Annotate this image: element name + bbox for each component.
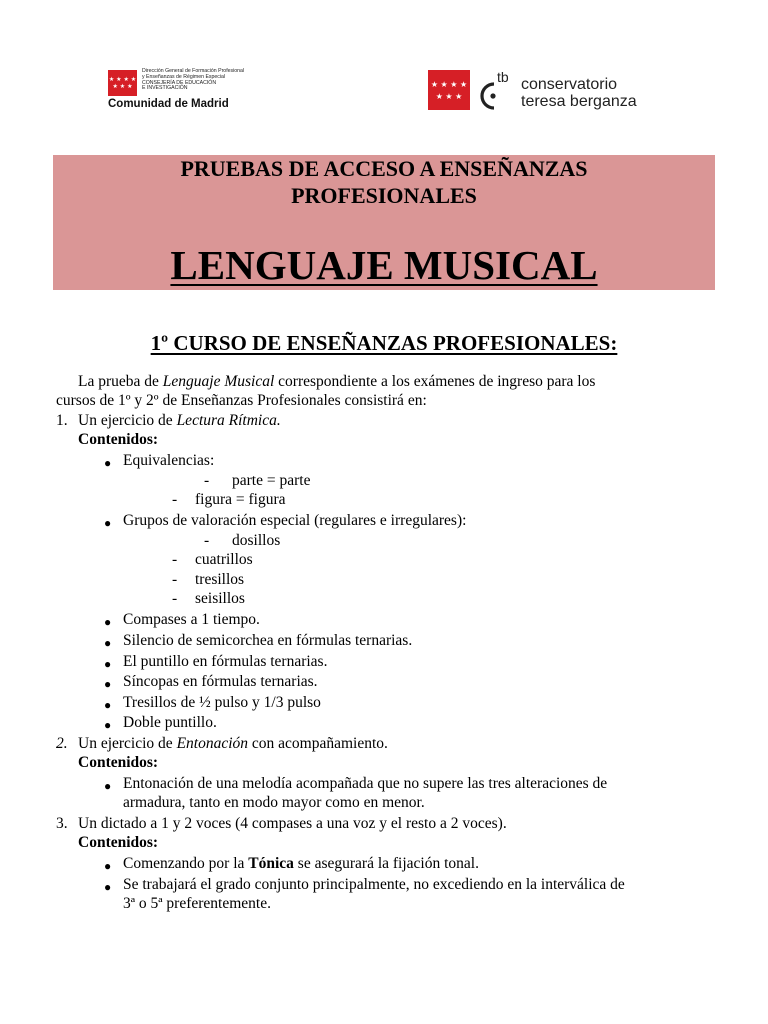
bullet-icon: ● <box>104 657 112 671</box>
dash: - <box>172 590 178 607</box>
sub-item-figura: figura = figura <box>195 491 286 508</box>
list-item-continued: 3ª o 5ª preferentemente. <box>123 895 271 912</box>
sub-item-parte: parte = parte <box>232 472 311 489</box>
tb-sup: tb <box>497 69 509 85</box>
dash: - <box>172 491 178 508</box>
sub-item-cuatrillos: cuatrillos <box>195 551 253 568</box>
course-heading: 1º CURSO DE ENSEÑANZAS PROFESIONALES: <box>150 331 618 355</box>
list-item-continued: armadura, tanto en modo mayor como en menor. <box>123 794 425 811</box>
list-item: Se trabajará el grado conjunto principalmente, no excediendo en la interválica de <box>123 876 625 893</box>
comunidad-de-madrid-logo <box>108 68 268 114</box>
cm-name: Comunidad de Madrid <box>108 98 229 110</box>
madrid-flag-icon-2: ★ ★ ★ ★ ★ ★ ★ <box>428 70 470 110</box>
section-2-title: Un ejercicio de Entonación con acompañamiento. <box>78 735 388 752</box>
section-3-contents-label: Contenidos: <box>78 834 159 851</box>
section-2-contents-label: Contenidos: <box>78 754 159 771</box>
exam-title <box>53 155 715 209</box>
bullet-icon: ● <box>104 636 112 650</box>
conservatorio-name: conservatorio teresa berganza <box>521 76 637 110</box>
bullet-icon: ● <box>104 516 112 530</box>
subject-title: LENGUAJE MUSICAL <box>170 242 598 288</box>
bullet-icon: ● <box>104 859 112 873</box>
dash: - <box>172 551 178 568</box>
bullet-icon: ● <box>104 456 112 470</box>
intro-line-1: La prueba de Lenguaje Musical correspondiente a los exámenes de ingreso para los <box>78 373 596 390</box>
madrid-flag-icon: ★ ★ ★ ★ ★ ★ ★ <box>108 70 137 96</box>
section-1-contents-label: Contenidos: <box>78 431 159 448</box>
bullet-icon: ● <box>104 615 112 629</box>
intro-line-2: cursos de 1º y 2º de Enseñanzas Profesionales consistirá en: <box>56 392 427 409</box>
dash: - <box>172 571 178 588</box>
list-item-equivalencias: Equivalencias: <box>123 452 215 469</box>
bullet-icon: ● <box>104 718 112 732</box>
sub-item-tresillos: tresillos <box>195 571 245 588</box>
section-1-title: Un ejercicio de Lectura Rítmica. <box>78 412 281 429</box>
list-item: Comenzando por la Tónica se asegurará la fijación tonal. <box>123 855 479 872</box>
list-item: Síncopas en fórmulas ternarias. <box>123 673 318 690</box>
list-item: Tresillos de ½ pulso y 1/3 pulso <box>123 694 321 711</box>
sub-item-dosillos: dosillos <box>232 532 281 549</box>
section-2-number: 2. <box>56 735 68 752</box>
bullet-icon: ● <box>104 880 112 894</box>
list-item: Compases a 1 tiempo. <box>123 611 260 628</box>
title-band <box>53 155 715 290</box>
list-item: El puntillo en fórmulas ternarias. <box>123 653 328 670</box>
dash: - <box>204 532 210 549</box>
exam-title-line1: PRUEBAS DE ACCESO A ENSEÑANZAS <box>180 156 588 181</box>
bullet-icon: ● <box>104 698 112 712</box>
section-3-number: 3. <box>56 815 68 832</box>
sub-item-seisillos: seisillos <box>195 590 245 607</box>
section-1-number: 1. <box>56 412 68 429</box>
list-item: Silencio de semicorchea en fórmulas ternarias. <box>123 632 413 649</box>
list-item: Entonación de una melodía acompañada que no supere las tres alteraciones de <box>123 775 608 792</box>
conservatorio-logo <box>428 66 658 116</box>
list-item: Doble puntillo. <box>123 714 217 731</box>
cm-department-text: Dirección General de Formación Profesional y Enseñanzas de Régimen Especial CONSEJERÍA DE EDUCACIÓN E INVESTIGACIÓN <box>142 68 245 92</box>
section-3-title: Un dictado a 1 y 2 voces (4 compases a una voz y el resto a 2 voces). <box>78 815 507 832</box>
list-item-grupos: Grupos de valoración especial (regulares e irregulares): <box>123 512 467 529</box>
dash: - <box>204 472 210 489</box>
exam-title-line2: PROFESIONALES <box>291 183 477 208</box>
tb-mark-icon <box>478 68 518 114</box>
bullet-icon: ● <box>104 677 112 691</box>
bullet-icon: ● <box>104 779 112 793</box>
